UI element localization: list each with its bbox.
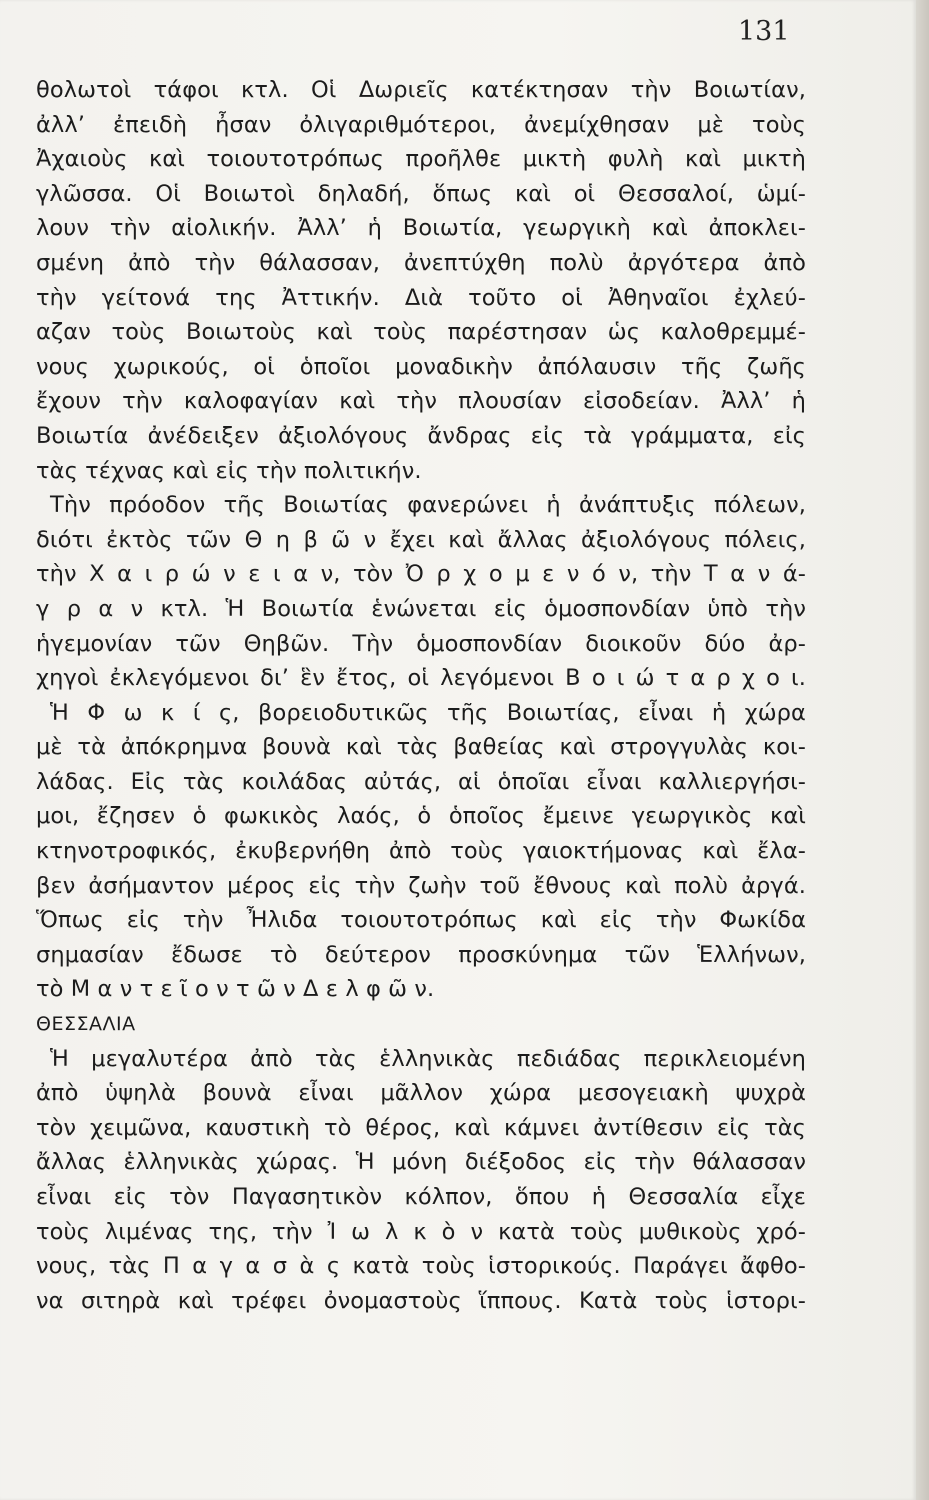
- text-line: Ἡ Φ ω κ ί ς, βορειοδυτικῶς τῆς Βοιωτίας, εἶναι ἡ χώρα: [50, 699, 806, 726]
- text-line: χηγοὶ ἐκλεγόμενοι δι’ ἓν ἔτος, οἱ λεγόμενοι Β ο ι ώ τ α ρ χ ο ι.: [36, 665, 806, 692]
- text-line: λάδας. Εἰς τὰς κοιλάδας αὐτάς, αἱ ὁποῖαι εἶναι καλλιεργήσι-: [36, 768, 806, 795]
- body-text: [36, 73, 806, 1318]
- text-line: τὴν γείτονά της Ἀττικήν. Διὰ τοῦτο οἱ Ἀθηναῖοι ἐχλεύ-: [36, 284, 806, 311]
- text-line: σμένη ἀπὸ τὴν θάλασσαν, ἀνεπτύχθη πολὺ ἀργότερα ἀπὸ: [36, 249, 806, 276]
- text-line: μὲ τὰ ἀπόκρημνα βουνὰ καὶ τὰς βαθείας καὶ στρογγυλὰς κοι-: [36, 734, 806, 761]
- page-edge: [916, 0, 929, 1500]
- text-line: ἡγεμονίαν τῶν Θηβῶν. Τὴν ὁμοσπονδίαν διοικοῦν δύο ἀρ-: [36, 630, 806, 657]
- text-line: διότι ἐκτὸς τῶν Θ η β ῶ ν ἔχει καὶ ἄλλας ἀξιολόγους πόλεις,: [36, 526, 806, 553]
- text-line: νους, τὰς Π α γ α σ ὰ ς κατὰ τοὺς ἱστορικούς. Παράγει ἄφθο-: [36, 1253, 806, 1280]
- text-line: Ὅπως εἰς τὴν Ἦλιδα τοιουτοτρόπως καὶ εἰς τὴν Φωκίδα: [36, 907, 806, 934]
- text-line: τὸ Μ α ν τ ε ῖ ο ν τ ῶ ν Δ ε λ φ ῶ ν.: [36, 976, 435, 1003]
- text-line: γλῶσσα. Οἱ Βοιωτοὶ δηλαδή, ὅπως καὶ οἱ Θεσσαλοί, ὡμί-: [36, 180, 806, 207]
- text-line: μοι, ἔζησεν ὁ φωκικὸς λαός, ὁ ὁποῖος ἔμεινε γεωργικὸς καὶ: [36, 803, 806, 830]
- text-line: θολωτοὶ τάφοι κτλ. Οἱ Δωριεῖς κατέκτησαν τὴν Βοιωτίαν,: [36, 77, 806, 103]
- text-line: Βοιωτία ἀνέδειξεν ἀξιολόγους ἄνδρας εἰς τὰ γράμματα, εἰς: [36, 422, 806, 449]
- text-line: Ἡ μεγαλυτέρα ἀπὸ τὰς ἑλληνικὰς πεδιάδας περικλειομένη: [50, 1045, 806, 1072]
- text-line: να σιτηρὰ καὶ τρέφει ὀνομαστοὺς ἵππους. Κατὰ τοὺς ἱστορι-: [36, 1287, 806, 1314]
- text-line: σημασίαν ἔδωσε τὸ δεύτερον προσκύνημα τῶν Ἑλλήνων,: [36, 941, 806, 968]
- text-line: τοὺς λιμένας της, τὴν Ἰ ω λ κ ὸ ν κατὰ τοὺς μυθικοὺς χρό-: [36, 1218, 806, 1245]
- text-line: γ ρ α ν κτλ. Ἡ Βοιωτία ἑνώνεται εἰς ὁμοσπονδίαν ὑπὸ τὴν: [36, 595, 806, 622]
- text-line: τὰς τέχνας καὶ εἰς τὴν πολιτικήν.: [36, 457, 422, 484]
- text-line: τὴν Χ α ι ρ ώ ν ε ι α ν, τὸν Ὀ ρ χ ο μ ε ν ό ν, τὴν Τ α ν ά-: [36, 561, 806, 588]
- text-line: τὸν χειμῶνα, καυστικὴ τὸ θέρος, καὶ κάμνει ἀντίθεσιν εἰς τὰς: [36, 1114, 806, 1141]
- text-line: Ἀχαιοὺς καὶ τοιουτοτρόπως προῆλθε μικτὴ φυλὴ καὶ μικτὴ: [36, 146, 806, 173]
- text-line: λουν τὴν αἰολικήν. Ἀλλ’ ἡ Βοιωτία, γεωργικὴ καὶ ἀποκλει-: [36, 215, 806, 242]
- page-number: 131: [738, 16, 790, 47]
- text-line: ἔχουν τὴν καλοφαγίαν καὶ τὴν πλουσίαν εἰσοδείαν. Ἀλλ’ ἡ: [36, 388, 806, 415]
- text-line: ἀπὸ ὑψηλὰ βουνὰ εἶναι μᾶλλον χώρα μεσογειακὴ ψυχρὰ: [36, 1080, 806, 1107]
- section-heading: ΘΕΣΣΑΛΙΑ: [36, 1013, 136, 1036]
- text-line: ἄλλας ἑλληνικὰς χώρας. Ἡ μόνη διέξοδος εἰς τὴν θάλασσαν: [36, 1149, 806, 1176]
- text-line: βεν ἀσήμαντον μέρος εἰς τὴν ζωὴν τοῦ ἔθνους καὶ πολὺ ἀργά.: [36, 872, 806, 899]
- text-line: νους χωρικούς, οἱ ὁποῖοι μοναδικὴν ἀπόλαυσιν τῆς ζωῆς: [36, 353, 806, 380]
- text-line: εἶναι εἰς τὸν Παγασητικὸν κόλπον, ὅπου ἡ Θεσσαλία εἶχε: [36, 1184, 806, 1210]
- text-line: κτηνοτροφικός, ἐκυβερνήθη ἀπὸ τοὺς γαιοκτήμονας καὶ ἔλα-: [36, 838, 806, 865]
- text-line: ἀλλ’ ἐπειδὴ ἦσαν ὀλιγαριθμότεροι, ἀνεμίχθησαν μὲ τοὺς: [36, 111, 806, 138]
- text-line: Τὴν πρόοδον τῆς Βοιωτίας φανερώνει ἡ ἀνάπτυξις πόλεων,: [50, 492, 806, 519]
- text-line: αζαν τοὺς Βοιωτοὺς καὶ τοὺς παρέστησαν ὡς καλοθρεμμέ-: [36, 319, 806, 346]
